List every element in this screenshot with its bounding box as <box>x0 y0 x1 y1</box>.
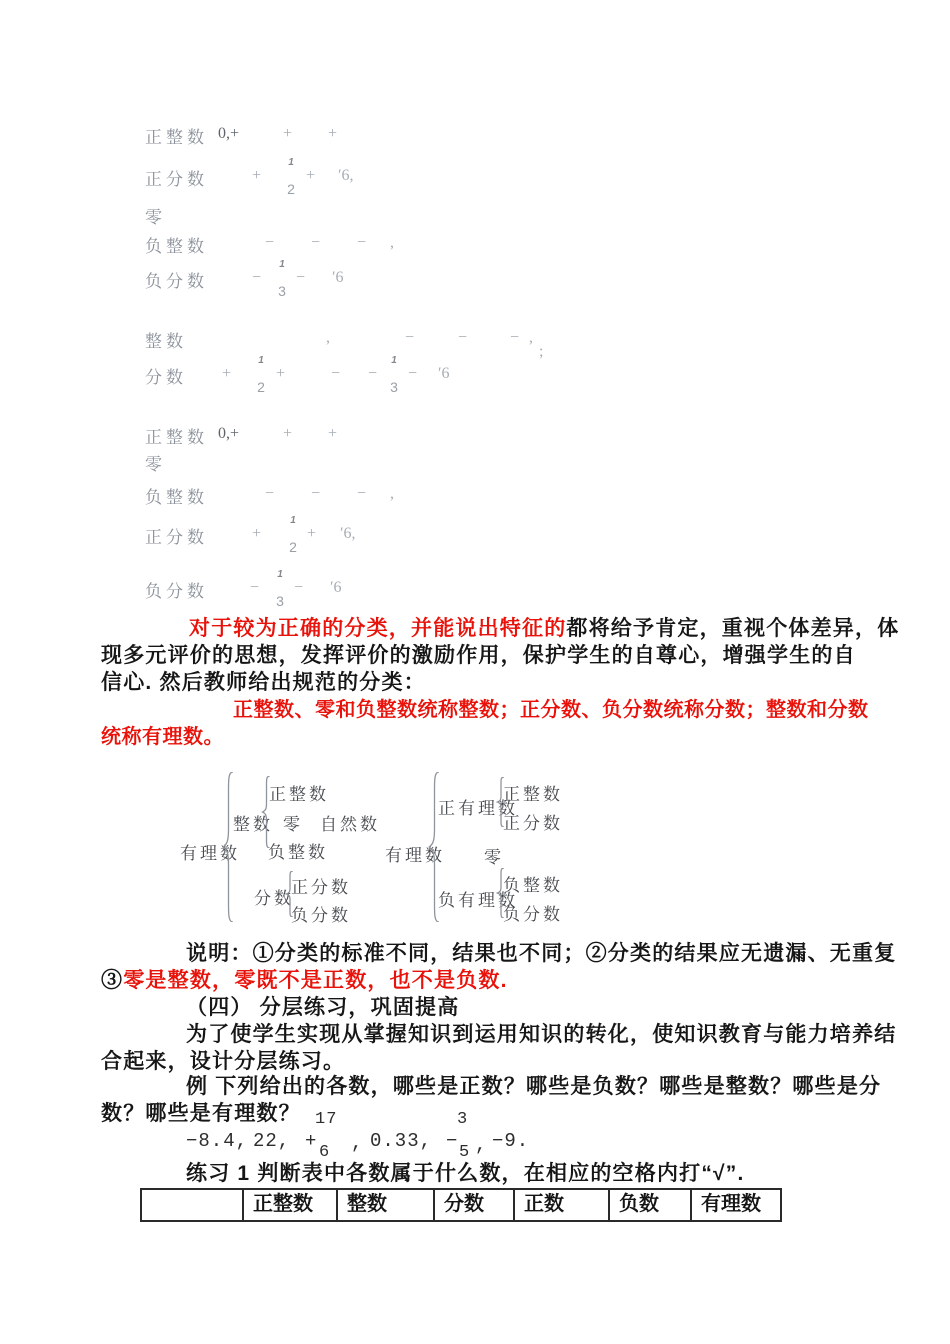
table-header-cell <box>142 1190 242 1220</box>
denominator: 3 <box>278 283 286 299</box>
paragraph-line: 信心. 然后教师给出规范的分类： <box>101 671 426 694</box>
list-math: ; <box>539 343 544 360</box>
list-math: ′6, <box>338 167 354 184</box>
list-math: , <box>390 485 394 502</box>
list-math: − <box>405 329 415 346</box>
diagram-root: 有理数 <box>385 846 445 865</box>
list-label: 分数 <box>145 368 187 387</box>
numerator: 1 <box>279 259 285 270</box>
practice-instruction: 练习 1 判断表中各数属于什么数，在相应的空格内打“√”. <box>186 1162 745 1185</box>
diagram-node: 整数 <box>233 815 273 834</box>
diagram-node: 正分数 <box>503 814 563 833</box>
denominator: 2 <box>287 181 295 197</box>
example-prompt-line: 数？哪些是有理数？ <box>101 1102 301 1125</box>
denominator: 3 <box>276 593 284 609</box>
highlighted-text: 对于较为正确的分类，并能说出特征的 <box>189 617 567 640</box>
paragraph-line: 现多元评价的思想，发挥评价的激励作用，保护学生的自尊心，增强学生的自 <box>101 644 856 667</box>
list-math: + <box>328 125 338 142</box>
table-header-cell: 整数 <box>336 1190 433 1220</box>
list-math: ′6 <box>330 579 342 596</box>
list-math: − <box>357 234 367 251</box>
example-numbers <box>0 1106 950 1164</box>
list-label: 负分数 <box>145 582 208 601</box>
list-math: − <box>296 269 306 286</box>
fraction <box>285 515 301 554</box>
list-math: + <box>276 365 286 382</box>
numerator: 1 <box>277 569 283 580</box>
paragraph-line <box>189 616 899 642</box>
note-line: 说明：①分类的标准不同，结果也不同；②分类的结果应无遗漏、无重复 <box>186 942 897 965</box>
practice-table <box>140 1188 782 1222</box>
list-math: − <box>408 365 418 382</box>
curly-brace-icon <box>221 772 236 922</box>
fraction <box>386 355 402 394</box>
list-math: , <box>326 329 330 346</box>
list-math: − <box>250 579 260 596</box>
numerator: 1 <box>290 515 296 526</box>
list-label: 零 <box>145 455 166 474</box>
comma: , <box>475 1134 488 1156</box>
list-label: 正整数 <box>145 428 208 447</box>
numerator: 1 <box>391 355 397 366</box>
fraction-numerator: 3 <box>457 1110 469 1129</box>
number: 22, <box>253 1130 291 1152</box>
paragraph-line: 为了使学生实现从掌握知识到运用知识的转化，使知识教育与能力培养结 <box>186 1023 897 1046</box>
rule-statement-line: 正整数、零和负整数统称整数；正分数、负分数统称分数；整数和分数 <box>233 699 869 721</box>
list-math: , <box>529 329 533 346</box>
list-label: 整数 <box>145 332 187 351</box>
list-label: 负分数 <box>145 272 208 291</box>
plus-sign: + <box>305 1130 318 1152</box>
list-label: 正分数 <box>145 528 208 547</box>
diagram-node: 零 <box>283 815 303 834</box>
body-text: 都将给予肯定，重视个体差异，体 <box>566 617 900 640</box>
note-line <box>101 968 508 994</box>
list-math: + <box>306 167 316 184</box>
list-math: 0,+ <box>218 125 240 142</box>
diagram-node: 负分数 <box>503 905 563 924</box>
denominator: 2 <box>289 539 297 555</box>
list-math: − <box>331 365 341 382</box>
table-header-cell: 正整数 <box>242 1190 336 1220</box>
diagram-node: 自然数 <box>320 815 380 834</box>
list-label: 负整数 <box>145 488 208 507</box>
list-math: + <box>283 125 293 142</box>
example-prompt-line: 例 下列给出的各数，哪些是正数？哪些是负数？哪些是整数？哪些是分 <box>186 1075 882 1098</box>
number: 0.33, <box>370 1130 433 1152</box>
list-label: 正分数 <box>145 170 208 189</box>
diagram-node: 正分数 <box>291 878 351 897</box>
fraction <box>283 157 299 196</box>
denominator: 2 <box>257 379 265 395</box>
list-math: ′6 <box>332 269 344 286</box>
diagram-node: 零 <box>484 848 504 867</box>
list-math: − <box>265 485 275 502</box>
list-math: − <box>368 365 378 382</box>
diagram-node: 正有理数 <box>438 799 518 818</box>
minus-sign: − <box>446 1130 459 1152</box>
diagram-root: 有理数 <box>180 844 240 863</box>
table-header-cell: 负数 <box>608 1190 690 1220</box>
list-math: + <box>252 167 262 184</box>
list-math: − <box>311 485 321 502</box>
list-math: − <box>510 329 520 346</box>
list-label: 正整数 <box>145 128 208 147</box>
list-math: − <box>357 485 367 502</box>
numerator: 1 <box>258 355 264 366</box>
fraction <box>274 259 290 298</box>
diagram-node: 分数 <box>254 889 294 908</box>
table-header-cell: 正数 <box>513 1190 608 1220</box>
list-label: 零 <box>145 208 166 227</box>
list-math: , <box>390 234 394 251</box>
fraction-denominator: 6 <box>319 1143 331 1162</box>
list-math: ′6, <box>340 525 356 542</box>
list-label: 负整数 <box>145 237 208 256</box>
list-math: − <box>252 269 262 286</box>
number: −9. <box>492 1130 530 1152</box>
highlighted-text: 零是整数，零既不是正数，也不是负数. <box>123 969 508 992</box>
diagram-node: 负整数 <box>268 843 328 862</box>
diagram-node: 负整数 <box>503 876 563 895</box>
list-math: − <box>311 234 321 251</box>
fraction <box>272 569 288 608</box>
note-number: ③ <box>101 969 124 992</box>
fraction-numerator: 17 <box>315 1110 338 1129</box>
fraction-denominator: 5 <box>459 1143 471 1162</box>
list-math: + <box>252 525 262 542</box>
list-math: + <box>222 365 232 382</box>
list-math: − <box>458 329 468 346</box>
list-math: + <box>307 525 317 542</box>
paragraph-line: 合起来，设计分层练习。 <box>101 1050 346 1073</box>
number: −8.4, <box>186 1130 249 1152</box>
fraction <box>253 355 269 394</box>
list-math: 0,+ <box>218 425 240 442</box>
list-math: + <box>283 425 293 442</box>
diagram-node: 正整数 <box>503 785 563 804</box>
list-math: − <box>265 234 275 251</box>
diagram-node: 负有理数 <box>438 891 518 910</box>
rule-statement-line: 统称有理数。 <box>101 726 224 748</box>
denominator: 3 <box>390 379 398 395</box>
list-math: − <box>294 579 304 596</box>
diagram-node: 负分数 <box>291 906 351 925</box>
section-heading: （四） 分层练习，巩固提高 <box>186 996 460 1019</box>
table-header-cell: 分数 <box>433 1190 513 1220</box>
list-math: + <box>328 425 338 442</box>
numerator: 1 <box>288 157 294 168</box>
list-math: ′6 <box>438 365 450 382</box>
comma: , <box>351 1132 364 1154</box>
diagram-node: 正整数 <box>269 785 329 804</box>
table-header-cell: 有理数 <box>690 1190 780 1220</box>
